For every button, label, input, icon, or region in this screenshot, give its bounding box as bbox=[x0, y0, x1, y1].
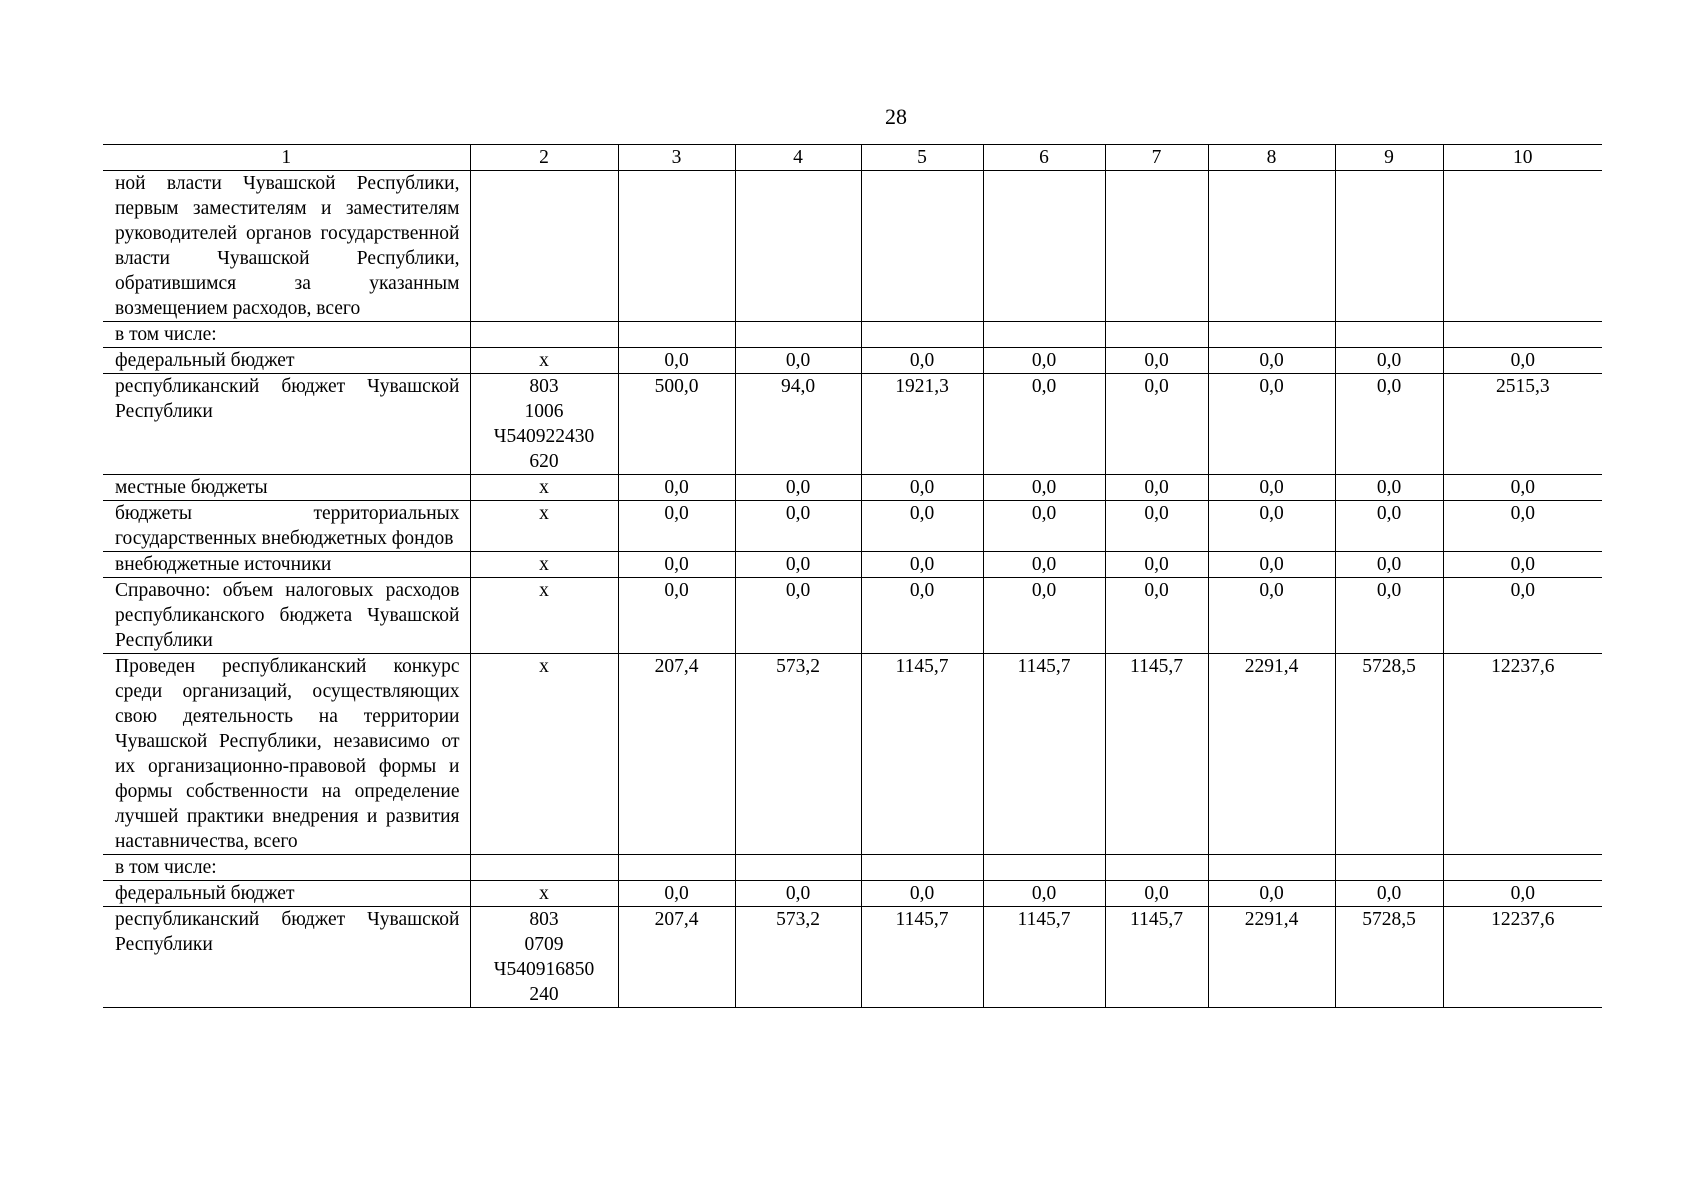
table-header-row bbox=[103, 145, 1602, 171]
value-cell: 0,0 bbox=[1443, 578, 1602, 654]
budget-code: x bbox=[470, 654, 618, 855]
value-cell bbox=[1443, 855, 1602, 881]
value-cell bbox=[1443, 322, 1602, 348]
budget-table bbox=[103, 144, 1602, 1008]
value-cell bbox=[618, 322, 735, 348]
value-cell: 0,0 bbox=[861, 475, 983, 501]
value-cell: 207,4 bbox=[618, 907, 735, 1008]
row-label: федеральный бюджет bbox=[103, 348, 470, 374]
value-cell: 0,0 bbox=[735, 475, 861, 501]
value-cell: 0,0 bbox=[618, 348, 735, 374]
table-row bbox=[103, 907, 1602, 1008]
table-row bbox=[103, 501, 1602, 552]
row-label: республиканский бюджет Чувашской Республики bbox=[103, 374, 470, 475]
row-label: внебюджетные источники bbox=[103, 552, 470, 578]
budget-code: x bbox=[470, 578, 618, 654]
row-label: Проведен республиканский конкурс среди организаций, осуществляющих свою деятельность на территории Чувашской Республики, независимо от их организационно-правовой формы и формы собственности на определение лучшей практики внедрения и развития наставничества, всего bbox=[103, 654, 470, 855]
value-cell: 0,0 bbox=[1105, 374, 1208, 475]
value-cell: 0,0 bbox=[1105, 881, 1208, 907]
value-cell: 0,0 bbox=[735, 501, 861, 552]
budget-code: x bbox=[470, 881, 618, 907]
value-cell: 0,0 bbox=[1208, 881, 1335, 907]
value-cell: 0,0 bbox=[1443, 348, 1602, 374]
value-cell bbox=[1335, 171, 1443, 322]
table-row bbox=[103, 552, 1602, 578]
table-row bbox=[103, 855, 1602, 881]
table-row bbox=[103, 348, 1602, 374]
value-cell: 0,0 bbox=[618, 881, 735, 907]
value-cell: 0,0 bbox=[1105, 552, 1208, 578]
value-cell: 2515,3 bbox=[1443, 374, 1602, 475]
value-cell: 1921,3 bbox=[861, 374, 983, 475]
header-cell-8: 8 bbox=[1208, 145, 1335, 171]
value-cell: 0,0 bbox=[1208, 374, 1335, 475]
header-cell-1: 1 bbox=[103, 145, 470, 171]
budget-code: x bbox=[470, 475, 618, 501]
table-row bbox=[103, 322, 1602, 348]
value-cell: 573,2 bbox=[735, 907, 861, 1008]
value-cell: 0,0 bbox=[1335, 374, 1443, 475]
header-cell-7: 7 bbox=[1105, 145, 1208, 171]
value-cell: 0,0 bbox=[735, 881, 861, 907]
value-cell: 1145,7 bbox=[1105, 654, 1208, 855]
value-cell bbox=[735, 855, 861, 881]
value-cell bbox=[861, 322, 983, 348]
table-row bbox=[103, 374, 1602, 475]
value-cell: 0,0 bbox=[1208, 475, 1335, 501]
value-cell bbox=[618, 171, 735, 322]
value-cell: 5728,5 bbox=[1335, 654, 1443, 855]
value-cell: 0,0 bbox=[735, 552, 861, 578]
value-cell: 207,4 bbox=[618, 654, 735, 855]
value-cell: 12237,6 bbox=[1443, 907, 1602, 1008]
value-cell: 1145,7 bbox=[983, 907, 1105, 1008]
value-cell bbox=[1335, 322, 1443, 348]
value-cell: 0,0 bbox=[983, 348, 1105, 374]
table-row bbox=[103, 578, 1602, 654]
value-cell: 0,0 bbox=[983, 374, 1105, 475]
value-cell: 0,0 bbox=[1443, 475, 1602, 501]
value-cell: 0,0 bbox=[1443, 552, 1602, 578]
row-label: ной власти Чувашской Республики, первым заместителям и заместителям руководителей органов государственной власти Чувашской Республики, обратившимся за указанным возмещением расходов, всего bbox=[103, 171, 470, 322]
value-cell bbox=[861, 855, 983, 881]
header-cell-10: 10 bbox=[1443, 145, 1602, 171]
value-cell: 0,0 bbox=[861, 552, 983, 578]
value-cell: 0,0 bbox=[983, 578, 1105, 654]
row-label: бюджеты территориальных государственных внебюджетных фондов bbox=[103, 501, 470, 552]
table-row bbox=[103, 654, 1602, 855]
table-row bbox=[103, 171, 1602, 322]
value-cell: 0,0 bbox=[618, 475, 735, 501]
value-cell: 0,0 bbox=[1443, 881, 1602, 907]
value-cell: 0,0 bbox=[1443, 501, 1602, 552]
value-cell: 1145,7 bbox=[861, 907, 983, 1008]
value-cell: 0,0 bbox=[735, 348, 861, 374]
value-cell: 0,0 bbox=[1335, 348, 1443, 374]
value-cell: 0,0 bbox=[618, 578, 735, 654]
value-cell: 1145,7 bbox=[861, 654, 983, 855]
value-cell bbox=[1105, 171, 1208, 322]
page-number: 28 bbox=[885, 104, 907, 129]
header-cell-5: 5 bbox=[861, 145, 983, 171]
value-cell: 0,0 bbox=[861, 881, 983, 907]
value-cell bbox=[983, 855, 1105, 881]
budget-code bbox=[470, 171, 618, 322]
value-cell: 0,0 bbox=[1105, 501, 1208, 552]
budget-code: x bbox=[470, 552, 618, 578]
header-cell-6: 6 bbox=[983, 145, 1105, 171]
budget-code bbox=[470, 322, 618, 348]
row-label: местные бюджеты bbox=[103, 475, 470, 501]
value-cell bbox=[983, 322, 1105, 348]
value-cell bbox=[861, 171, 983, 322]
value-cell: 12237,6 bbox=[1443, 654, 1602, 855]
value-cell: 0,0 bbox=[1335, 881, 1443, 907]
value-cell: 500,0 bbox=[618, 374, 735, 475]
value-cell: 2291,4 bbox=[1208, 907, 1335, 1008]
value-cell: 0,0 bbox=[1208, 348, 1335, 374]
value-cell: 0,0 bbox=[618, 501, 735, 552]
row-label: республиканский бюджет Чувашской Республики bbox=[103, 907, 470, 1008]
row-label: в том числе: bbox=[103, 322, 470, 348]
value-cell: 5728,5 bbox=[1335, 907, 1443, 1008]
header-cell-2: 2 bbox=[470, 145, 618, 171]
value-cell: 94,0 bbox=[735, 374, 861, 475]
header-cell-4: 4 bbox=[735, 145, 861, 171]
budget-code: x bbox=[470, 348, 618, 374]
value-cell bbox=[735, 322, 861, 348]
value-cell bbox=[1105, 855, 1208, 881]
value-cell bbox=[1208, 322, 1335, 348]
value-cell: 2291,4 bbox=[1208, 654, 1335, 855]
value-cell: 0,0 bbox=[1335, 501, 1443, 552]
value-cell: 1145,7 bbox=[1105, 907, 1208, 1008]
value-cell: 0,0 bbox=[1335, 578, 1443, 654]
value-cell: 0,0 bbox=[1105, 578, 1208, 654]
value-cell: 0,0 bbox=[983, 881, 1105, 907]
value-cell: 0,0 bbox=[1335, 475, 1443, 501]
value-cell bbox=[735, 171, 861, 322]
value-cell: 0,0 bbox=[1208, 578, 1335, 654]
value-cell: 0,0 bbox=[1105, 475, 1208, 501]
value-cell bbox=[1105, 322, 1208, 348]
value-cell bbox=[1208, 171, 1335, 322]
row-label: федеральный бюджет bbox=[103, 881, 470, 907]
budget-code: 803 0709 Ч540916850 240 bbox=[470, 907, 618, 1008]
value-cell: 0,0 bbox=[861, 348, 983, 374]
budget-code bbox=[470, 855, 618, 881]
value-cell: 0,0 bbox=[983, 501, 1105, 552]
value-cell bbox=[1335, 855, 1443, 881]
table-row bbox=[103, 881, 1602, 907]
table-row bbox=[103, 475, 1602, 501]
budget-code: 803 1006 Ч540922430 620 bbox=[470, 374, 618, 475]
value-cell: 1145,7 bbox=[983, 654, 1105, 855]
value-cell bbox=[618, 855, 735, 881]
value-cell: 0,0 bbox=[1105, 348, 1208, 374]
header-cell-9: 9 bbox=[1335, 145, 1443, 171]
value-cell bbox=[1443, 171, 1602, 322]
row-label: в том числе: bbox=[103, 855, 470, 881]
value-cell: 573,2 bbox=[735, 654, 861, 855]
value-cell: 0,0 bbox=[1335, 552, 1443, 578]
value-cell bbox=[983, 171, 1105, 322]
value-cell: 0,0 bbox=[861, 501, 983, 552]
value-cell: 0,0 bbox=[983, 475, 1105, 501]
table-body bbox=[103, 145, 1602, 1008]
header-cell-3: 3 bbox=[618, 145, 735, 171]
value-cell: 0,0 bbox=[735, 578, 861, 654]
row-label: Справочно: объем налоговых расходов республиканского бюджета Чувашской Республики bbox=[103, 578, 470, 654]
value-cell bbox=[1208, 855, 1335, 881]
value-cell: 0,0 bbox=[983, 552, 1105, 578]
value-cell: 0,0 bbox=[861, 578, 983, 654]
value-cell: 0,0 bbox=[1208, 501, 1335, 552]
value-cell: 0,0 bbox=[618, 552, 735, 578]
budget-code: x bbox=[470, 501, 618, 552]
value-cell: 0,0 bbox=[1208, 552, 1335, 578]
